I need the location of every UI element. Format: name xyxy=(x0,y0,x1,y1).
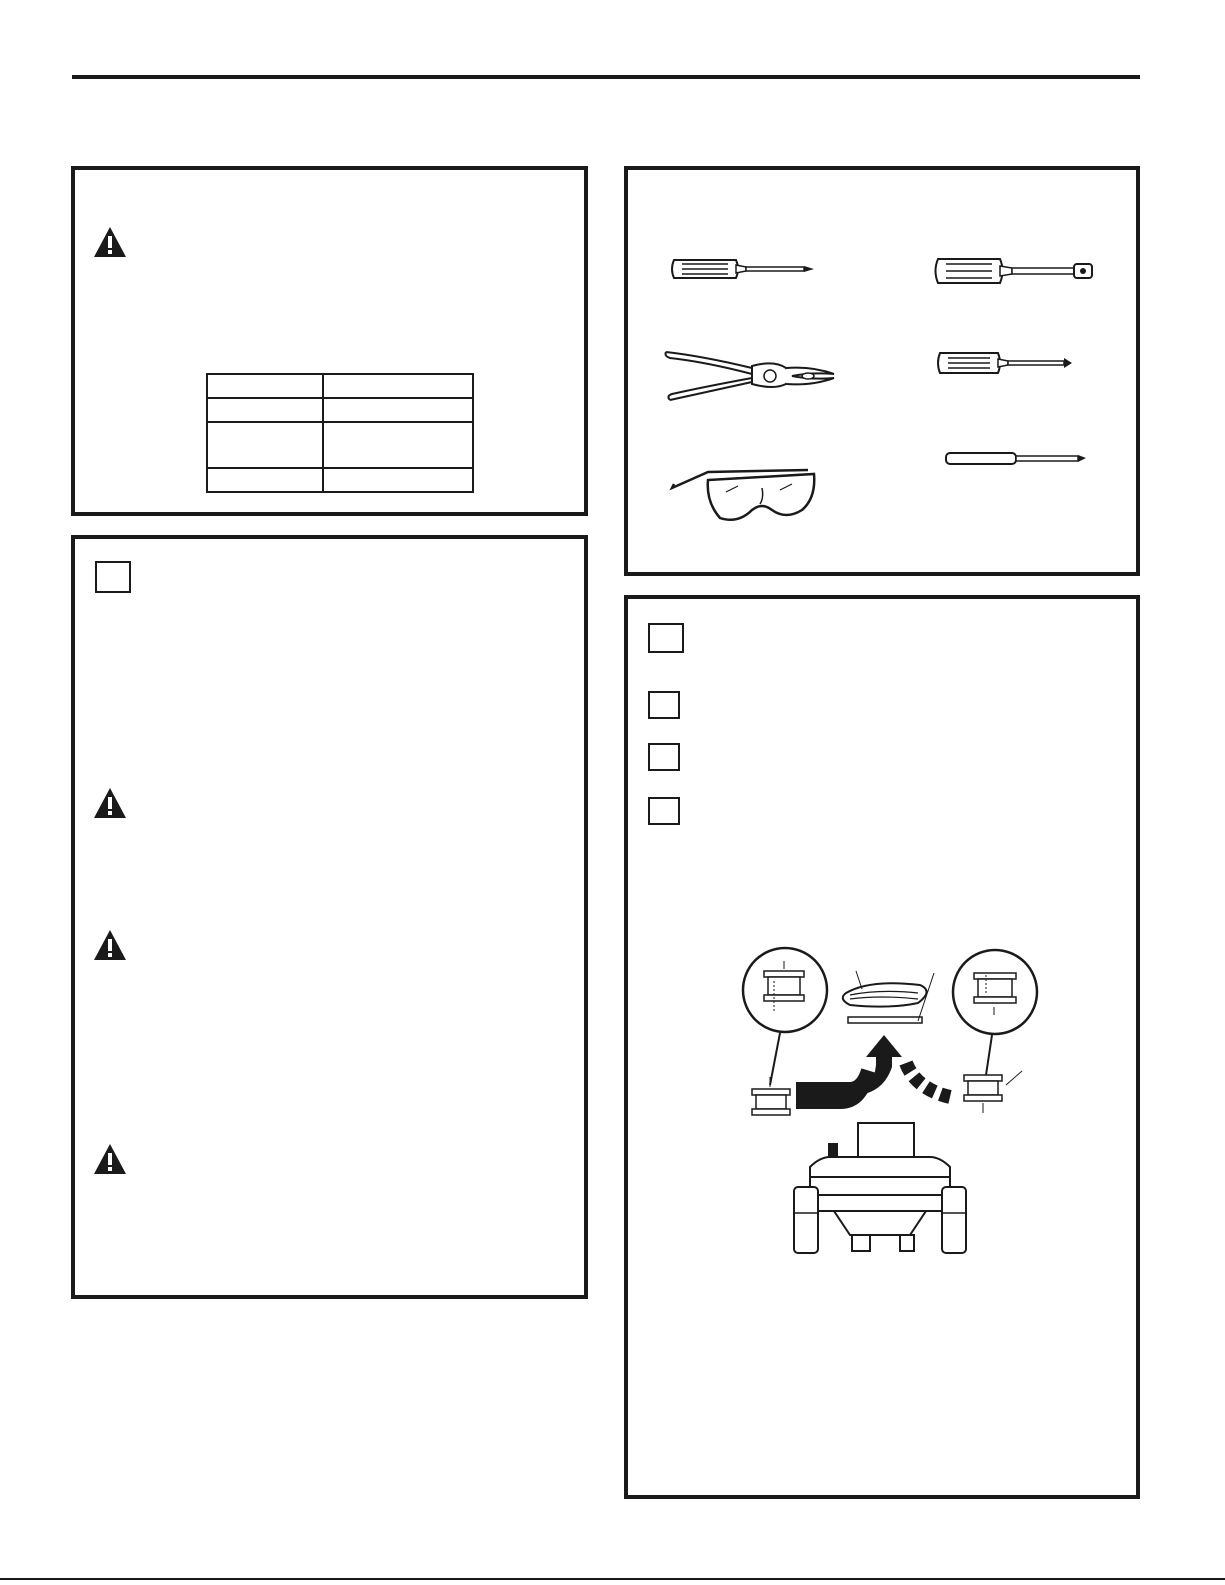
safety-glasses-icon xyxy=(668,458,828,528)
table-cell xyxy=(207,422,323,468)
regulator-body-icon xyxy=(794,1123,966,1253)
diaphragm-icon xyxy=(843,971,934,1023)
phillips-screwdriver-icon xyxy=(668,256,818,282)
regulator-conversion-diagram xyxy=(740,945,1040,1265)
torx-screwdriver-icon xyxy=(934,350,1084,376)
nut-driver-icon xyxy=(932,256,1102,286)
footer-rule xyxy=(0,1578,1225,1580)
warning-triangle-icon xyxy=(93,787,127,819)
tools-panel xyxy=(624,166,1140,576)
regulator-cap-icon xyxy=(953,950,1037,1113)
header-rule xyxy=(72,75,1140,79)
conversion-arrow-icon xyxy=(796,1035,950,1109)
table-cell xyxy=(207,374,323,398)
step-number-box xyxy=(648,743,680,771)
warning-triangle-icon xyxy=(93,1143,127,1175)
table-cell xyxy=(207,468,323,492)
table-cell xyxy=(323,468,473,492)
warning-panel-top xyxy=(71,166,588,516)
table-cell xyxy=(323,422,473,468)
step-number-box xyxy=(648,797,680,825)
table-cell xyxy=(323,398,473,422)
table-cell xyxy=(323,374,473,398)
step-number-box xyxy=(648,691,680,719)
warning-triangle-icon xyxy=(93,929,127,961)
step-number-box xyxy=(648,623,684,653)
table-cell xyxy=(207,398,323,422)
warning-triangle-icon xyxy=(93,226,127,258)
step-number-box xyxy=(95,561,131,593)
flat-blade-screwdriver-icon xyxy=(942,448,1092,470)
pliers-icon xyxy=(662,346,842,406)
instructions-panel-left xyxy=(71,535,588,1299)
spec-table xyxy=(206,373,474,493)
steps-panel xyxy=(624,595,1140,1499)
